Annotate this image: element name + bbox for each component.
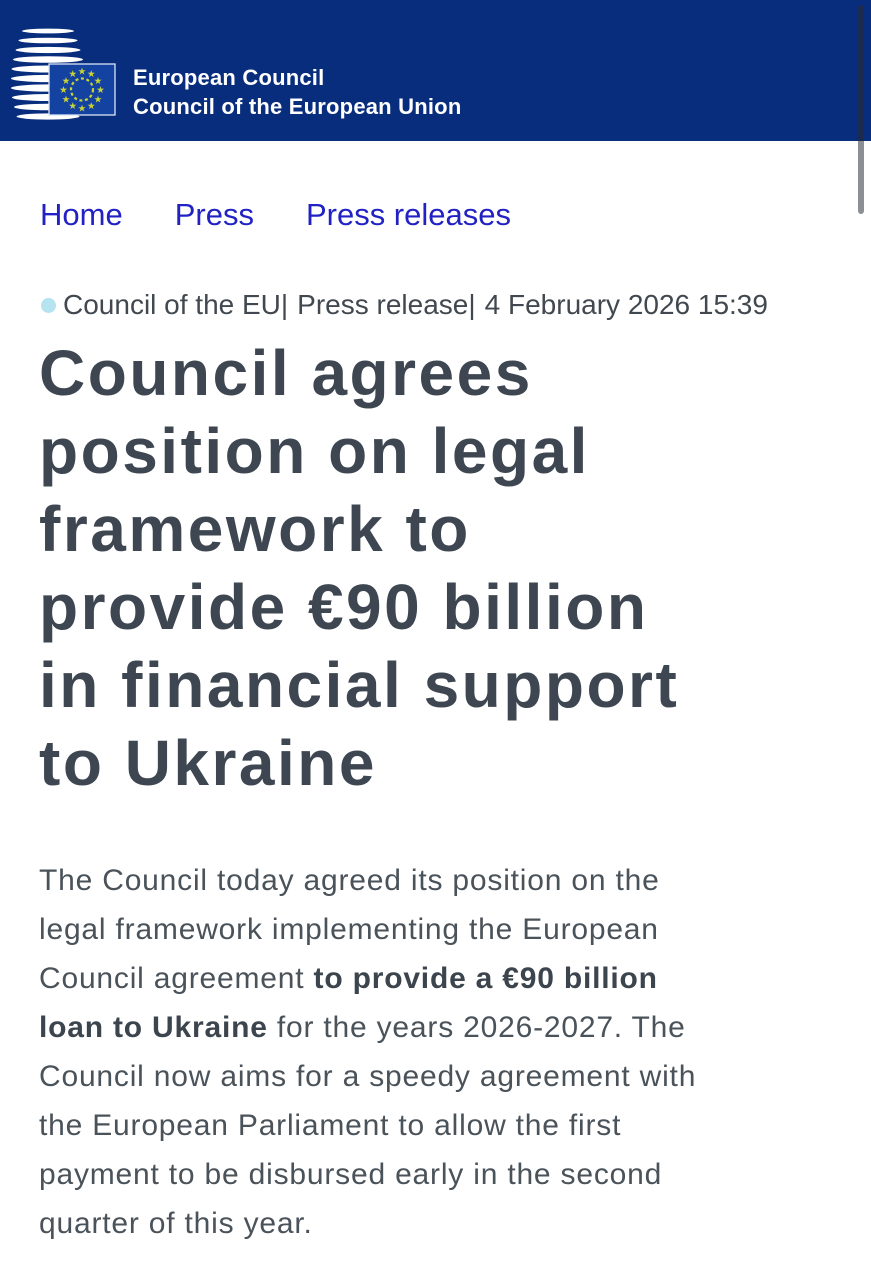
meta-datetime: 4 February 2026 15:39 xyxy=(484,289,768,320)
title-line: position on legal xyxy=(39,415,590,487)
title-line: to Ukraine xyxy=(39,727,377,799)
body-line: Council now aims for a speedy agreement with xyxy=(39,1060,697,1093)
scrollbar-thumb[interactable] xyxy=(858,5,864,214)
svg-text:★: ★ xyxy=(87,69,96,80)
nav-link-home[interactable]: Home xyxy=(40,197,123,232)
site-header xyxy=(0,0,871,141)
body-line: loan to Ukraine for the years 2026-2027. The xyxy=(39,1011,686,1044)
svg-text:★: ★ xyxy=(93,94,103,106)
org-name-line2: Council of the European Union xyxy=(133,94,462,119)
bullet-icon xyxy=(41,298,56,313)
org-names xyxy=(133,63,461,121)
title-line: provide €90 billion xyxy=(39,571,649,643)
page-title xyxy=(39,334,679,802)
org-name-line1: European Council xyxy=(133,65,325,90)
title-line: framework to xyxy=(39,493,471,565)
svg-text:★: ★ xyxy=(61,94,71,106)
title-line: in financial support xyxy=(39,649,680,721)
meta-separator: | xyxy=(468,289,476,320)
svg-text:★: ★ xyxy=(68,101,78,112)
body-line: the European Parliament to allow the first xyxy=(39,1109,622,1142)
meta-separator: | xyxy=(280,289,289,320)
svg-text:★: ★ xyxy=(61,75,71,87)
svg-text:★: ★ xyxy=(93,75,103,87)
breadcrumb xyxy=(40,197,511,233)
body-line: The Council today agreed its position on the xyxy=(39,864,660,897)
svg-text:★: ★ xyxy=(87,101,96,112)
body-line: legal framework implementing the European xyxy=(39,913,659,946)
meta-type: Press release xyxy=(297,289,469,320)
meta-source: Council of the EU xyxy=(63,289,281,320)
article-meta xyxy=(41,289,768,321)
svg-text:★: ★ xyxy=(77,66,87,78)
nav-link-press[interactable]: Press xyxy=(174,197,254,232)
svg-text:★: ★ xyxy=(59,85,68,96)
body-line: Council agreement to provide a €90 billion xyxy=(39,962,658,995)
title-line: Council agrees xyxy=(39,337,533,409)
svg-text:★: ★ xyxy=(77,103,87,115)
svg-text:★: ★ xyxy=(96,85,105,96)
council-of-the-eu-logo[interactable] xyxy=(8,26,118,138)
body-line: payment to be disbursed early in the second xyxy=(39,1158,663,1191)
body-line: quarter of this year. xyxy=(39,1207,313,1240)
svg-text:★: ★ xyxy=(68,69,78,80)
council-logo-icon xyxy=(8,26,118,138)
lead-paragraph xyxy=(39,856,696,1248)
nav-link-press-releases[interactable]: Press releases xyxy=(305,197,511,232)
